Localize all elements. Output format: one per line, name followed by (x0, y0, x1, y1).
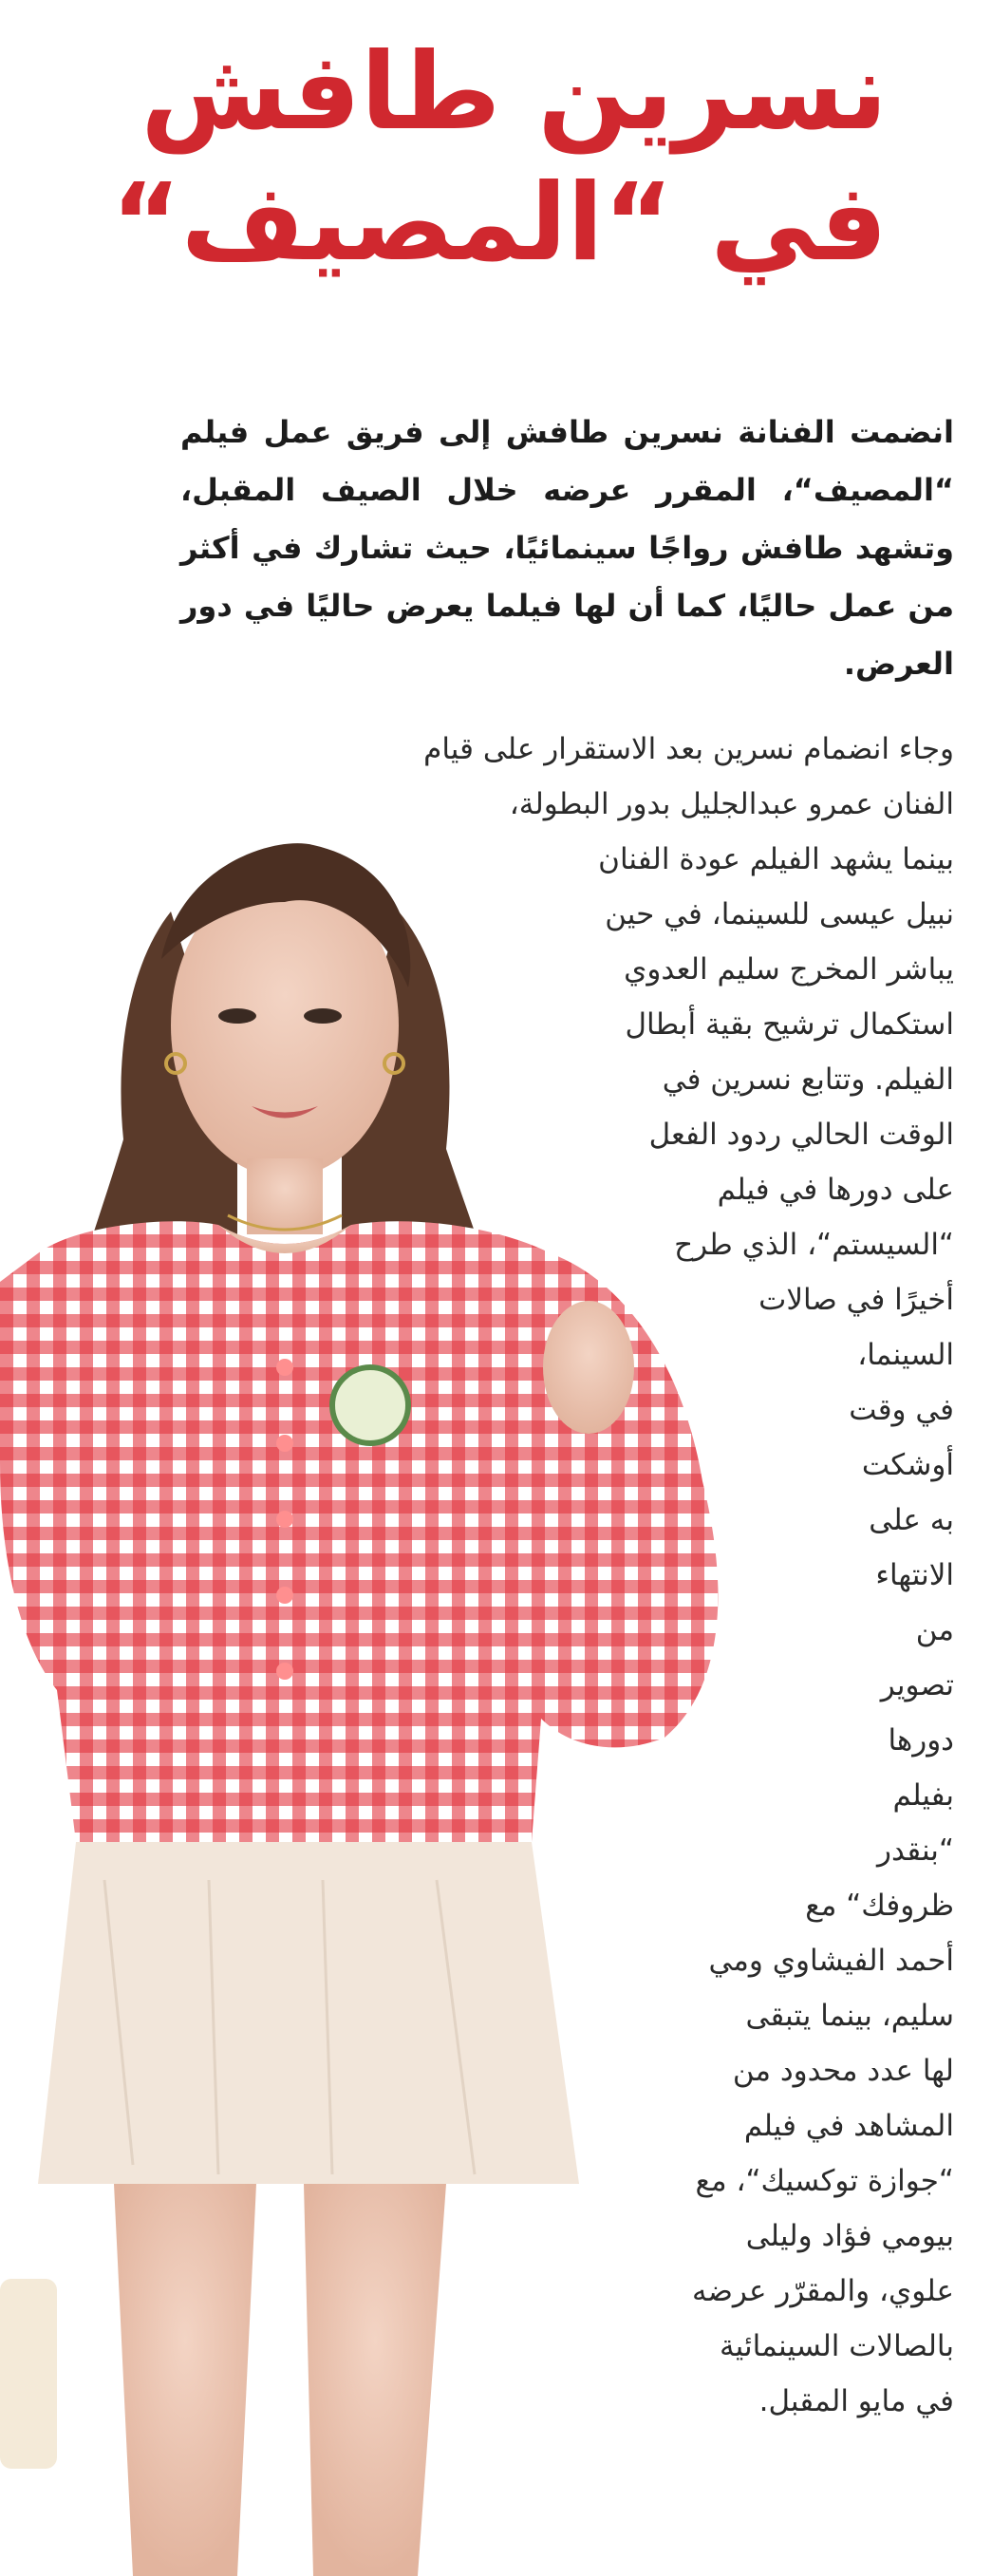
body-line: سليم، بينما يتبقى (745, 1999, 954, 2033)
body-line: “جوازة توكسيك“، مع (695, 2164, 954, 2198)
body-line: استكمال ترشيح بقية أبطال (625, 1007, 954, 1042)
body-line: على دورها في فيلم (717, 1173, 954, 1207)
body-line: “بنقدر (877, 1833, 954, 1868)
headline-line-2: في “المصيف“ (111, 161, 888, 285)
body-line: الفيلم. وتتابع نسرين في (662, 1062, 954, 1097)
body-line: الوقت الحالي ردود الفعل (648, 1118, 954, 1152)
body-line: لها عدد محدود من (732, 2054, 954, 2088)
body-line: الانتهاء (875, 1558, 954, 1592)
lead-paragraph: انضمت الفنانة نسرين طافش إلى فريق عمل فيلم “المصيف“، المقرر عرضه خلال الصيف المقبل، وتشهد طافش رواجًا سينمائيًا، حيث تشارك في أكثر من عمل حاليًا، كما أن لها فيلما يعرض حاليًا في دور العرض. (180, 414, 954, 682)
body-line: علوي، والمقرّر عرضه (691, 2274, 954, 2308)
body-text (180, 722, 954, 2429)
body-line: أحمد الفيشاوي ومي (708, 1944, 954, 1978)
body-line: السينما، (857, 1338, 954, 1372)
body-line: تصوير (880, 1668, 954, 1702)
body-line: في مايو المقبل. (758, 2384, 954, 2418)
body-line: “السيستم“، الذي طرح (674, 1228, 954, 1262)
body-line: بيومي فؤاد وليلى (745, 2219, 954, 2253)
body-line: وجاء انضمام نسرين بعد الاستقرار على قيام (423, 732, 954, 766)
body-line: من (915, 1613, 954, 1647)
body-line: به على (869, 1503, 954, 1537)
body-line: نبيل عيسى للسينما، في حين (605, 897, 954, 931)
body-line: ظروفك“ مع (805, 1889, 954, 1923)
headline-line-1: نسرين طافش (140, 30, 888, 154)
body-line: أخيرًا في صالات (758, 1283, 954, 1317)
headline (111, 27, 888, 289)
body-line: الفنان عمرو عبدالجليل بدور البطولة، (509, 787, 954, 821)
body-line: يباشر المخرج سليم العدوي (624, 952, 954, 987)
body-line: أوشكت (861, 1448, 954, 1482)
body-line: دورها (888, 1723, 954, 1758)
body-line: بينما يشهد الفيلم عودة الفنان (598, 842, 954, 876)
body-line: بالصالات السينمائية (720, 2329, 954, 2363)
body-line: المشاهد في فيلم (743, 2109, 954, 2143)
body-line: في وقت (849, 1393, 954, 1427)
body-line: بفيلم (892, 1778, 954, 1813)
